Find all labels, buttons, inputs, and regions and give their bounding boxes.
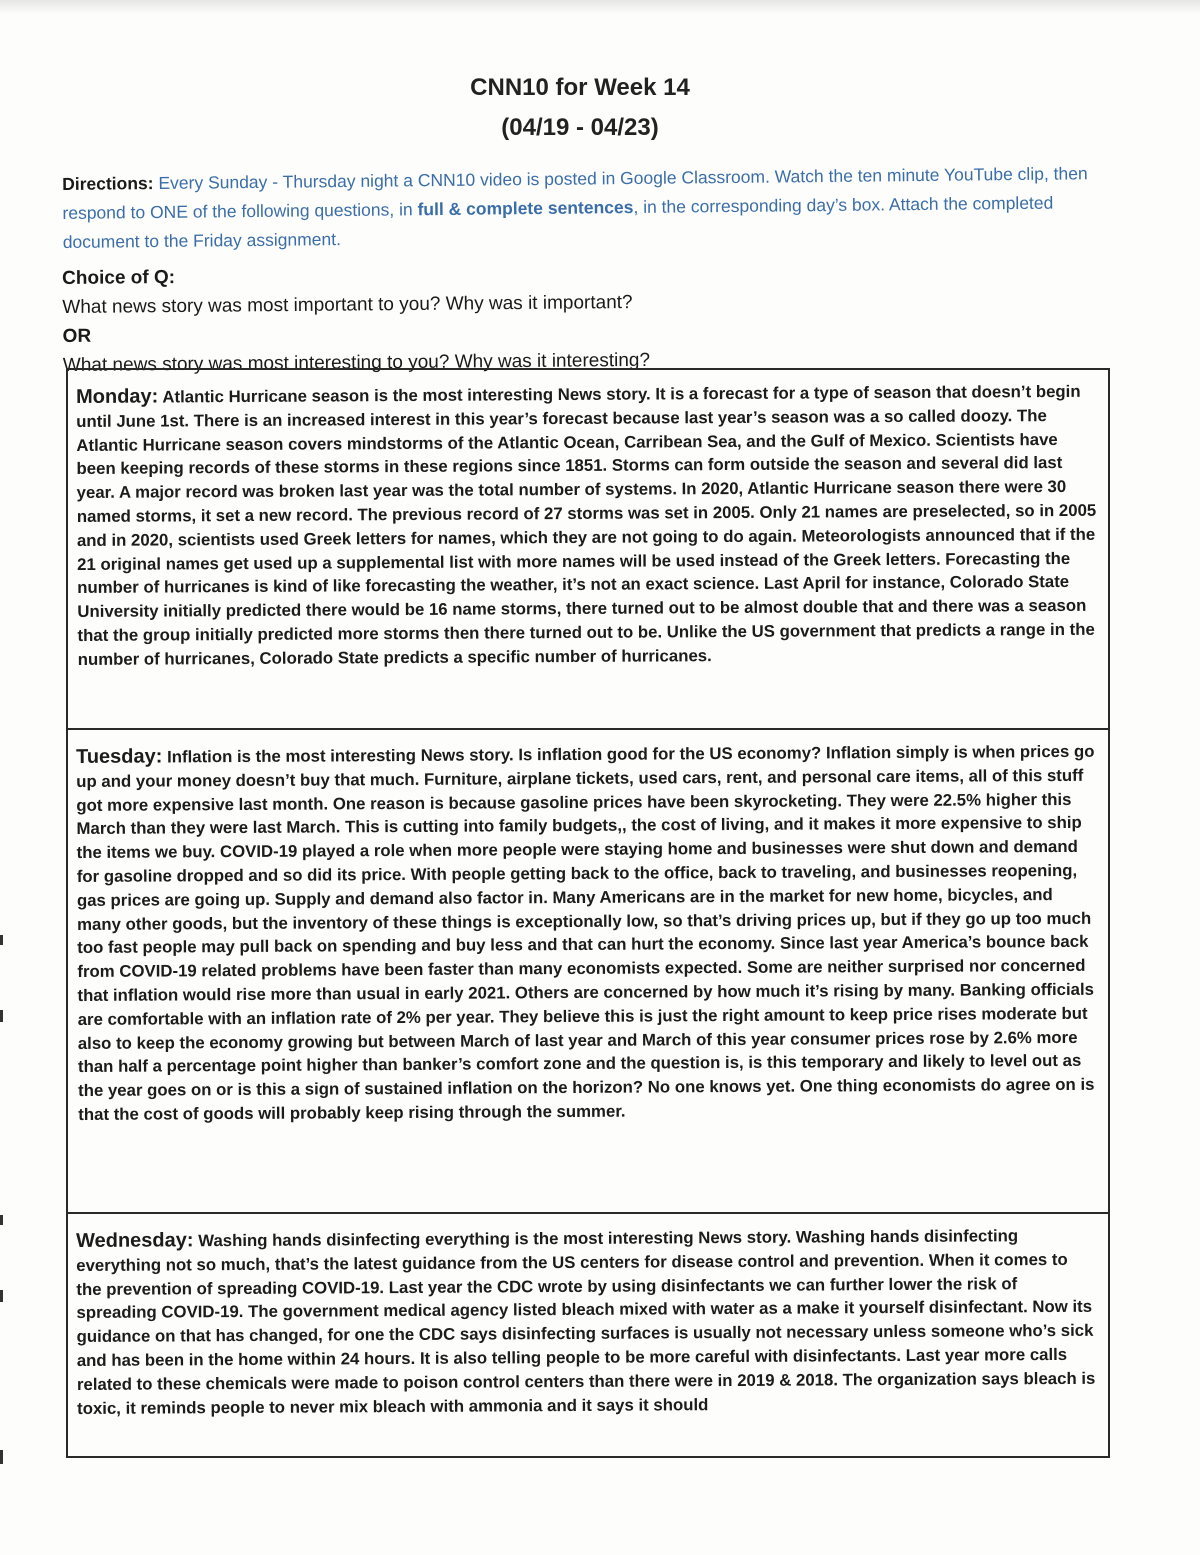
tuesday-entry xyxy=(76,740,1098,1127)
scan-margin-mark xyxy=(0,1290,3,1302)
question-choices xyxy=(62,255,1113,380)
monday-text: Atlantic Hurricane season is the most interesting News story. It is a forecast for a type of season that doesn’t begin until June 1st. There is an increased interest in this year’s forecast because last year’s season was a so called doozy. The Atlantic Hurricane season covers mindstorms of the Atlantic Ocean, Carribean Sea, and the Gulf of Mexico. Scientists have been keeping records of these storms in these regions since 1851. Storms can form outside the season and several did last year. A major record was broken last year was the total number of systems. In 2020, Atlantic Hurricane season there were 30 named storms, it set a new record. The previous record of 27 storms was set in 2005. Only 21 names are preselected, so in 2005 and in 2020, scientists used Greek letters for names, which they are not going to do again. Meteorologists announced that if the 21 original names get used up a supplemental list with more names will be used instead of the Greek letters. Forecasting the number of hurricanes is kind of like forecasting the weather, it’s not an exact science. Last April for instance, Colorado State University initially predicted there would be 16 name storms, there turned out to be almost double that and there was a season that the group initially predicted more storms then there turned out to be. Unlike the US government that predicts a range in the number of hurricanes, Colorado State predicts a specific number of hurricanes. xyxy=(76,381,1097,669)
day-label-monday: Monday: xyxy=(76,385,159,408)
wednesday-text: Washing hands disinfecting everything is the most interesting News story. Washing hands disinfecting everything not so much, that’s the latest guidance from the US centers for disease control and prevention. When it comes to the prevention of spreading COVID-19. Last year the CDC wrote by using disinfectants we can further lower the risk of spreading COVID-19. The government medical agency listed bleach mixed with water as a make it yourself disinfectant. Now its guidance on that has changed, for one the CDC says disinfecting surfaces is usually not necessary unless someone who’s sick and has been in the home within 24 hours. It is also telling people to be more careful with disinfectants. Last year more calls related to these chemicals were made to poison control centers than there were in 2019 & 2018. The organization says bleach is toxic, it reminds people to never mix bleach with ammonia and it says it should xyxy=(76,1226,1096,1418)
scan-edge-shadow xyxy=(0,0,1200,14)
wednesday-entry xyxy=(76,1224,1097,1421)
tuesday-text: Inflation is the most interesting News story. Is inflation good for the US economy? Inflation simply is when prices go up and your money doesn’t buy that much. Furniture, airplane tickets, used cars, rent, and personal care items, all of this stuff got more expensive last month. One reason is because gasoline prices have been skyrocketing. They were 22.5% higher this March than they were last March. This is cutting into family budgets,, the cost of living, and it makes it more expensive to ship the items we buy. COVID-19 played a role when more people were staying home and businesses were shut down and demand for gasoline dropped and so did its price. With people getting back to the office, back to traveling, and businesses reopening, gas prices are going up. Supply and demand also factor in. Many Americans are in the market for new home, bicycles, and many other goods, but the inventory of these things is exceptionally low, so that’s driving prices up, but if they go up too much too fast people may pull back on spending and buy less and that can hurt the economy. Since last year America’s bounce back from COVID-19 related problems have been faster than many economists expected. Some are neither surprised nor concerned that inflation would rise more than usual in early 2021. Others are concerned by how much it’s rising by many. Banking officials are comfortable with an inflation rate of 2% per year. They believe this is just the right amount to keep price rises moderate but also to keep the economy growing but between March of last year and March of this year consumer prices rose by 2.6% more than half a percentage point higher than banker’s comfort zone and the question is, is this temporary and likely to level out as the year goes on or is this a sign of sustained inflation on the horizon? No one knows yet. One thing economists do agree on is that the cost of goods will probably keep rising through the summer. xyxy=(76,741,1095,1124)
page-title: CNN10 for Week 14 xyxy=(470,74,690,101)
question-interesting: What news story was most interesting to you? Why was it interesting? xyxy=(62,349,651,376)
directions-paragraph xyxy=(62,159,1123,257)
tuesday-response-box xyxy=(66,730,1110,1214)
wednesday-response-box xyxy=(66,1212,1110,1458)
page-date-range: (04/19 - 04/23) xyxy=(501,114,659,141)
directions-text-1: Every Sunday - Thursday night a CNN10 video is posted in Google Classroom. Watch the ten minute YouTube clip, then respond to ONE of the following questions, in xyxy=(62,163,1088,223)
or-label: OR xyxy=(62,325,92,347)
directions-text-2: , in the corresponding day’s box. Attach the completed document to the Friday assignment. xyxy=(62,192,1054,252)
scan-margin-mark xyxy=(0,935,3,945)
choice-label: Choice of Q: xyxy=(62,267,176,289)
scan-margin-mark xyxy=(0,1010,3,1022)
scan-margin-mark xyxy=(0,1450,3,1464)
monday-response-box xyxy=(66,368,1110,730)
question-important: What news story was most important to you? Why was it important? xyxy=(62,292,633,318)
monday-entry xyxy=(76,380,1098,672)
day-label-tuesday: Tuesday: xyxy=(76,745,163,768)
directions-emphasis: full & complete sentences xyxy=(417,197,634,220)
directions-label: Directions: xyxy=(62,173,154,194)
scan-margin-mark xyxy=(0,1215,3,1225)
day-label-wednesday: Wednesday: xyxy=(76,1229,194,1252)
